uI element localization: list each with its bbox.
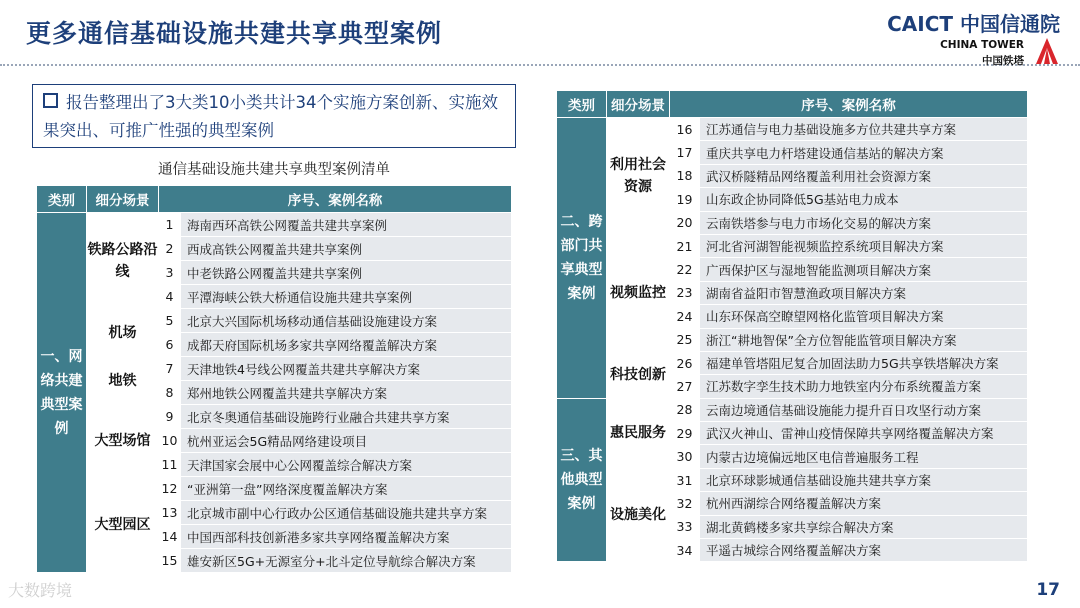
case-name: 江苏通信与电力基础设施多方位共建共享方案: [700, 118, 1028, 141]
case-number: 20: [670, 211, 700, 234]
table-row: [557, 118, 1028, 141]
case-name: 天津地铁4号线公网覆盖共建共享解决方案: [181, 357, 512, 381]
case-name: 平遥古城综合网络覆盖解决方案: [700, 539, 1028, 562]
page-title: 更多通信基础设施共建共享典型案例: [26, 19, 443, 48]
case-name: 成都天府国际机场多家共享网络覆盖解决方案: [181, 333, 512, 357]
case-number: 16: [670, 118, 700, 141]
case-number: 26: [670, 351, 700, 374]
case-number: 34: [670, 539, 700, 562]
case-number: 2: [159, 237, 181, 261]
subcategory-cell: 视频监控: [607, 234, 670, 351]
case-number: 5: [159, 309, 181, 333]
table-header-row: [557, 91, 1028, 118]
case-number: 28: [670, 398, 700, 421]
case-number: 8: [159, 381, 181, 405]
china-tower-logo-en: CHINA TOWER: [940, 39, 1024, 51]
case-name: 云南铁塔参与电力市场化交易的解决方案: [700, 211, 1028, 234]
subcategory-cell: 惠民服务: [607, 398, 670, 468]
case-name: 北京大兴国际机场移动通信基础设施建设方案: [181, 309, 512, 333]
header-subcategory: 细分场景: [607, 91, 670, 118]
table-caption: 通信基础设施共建共享典型案例清单: [158, 162, 390, 178]
header-subcategory: 细分场景: [87, 186, 159, 213]
case-name: 中老铁路公网覆盖共建共享案例: [181, 261, 512, 285]
table-row: [557, 234, 1028, 257]
case-name: 湖南省益阳市智慧渔政项目解决方案: [700, 281, 1028, 304]
case-name: 福建单管塔阻尼复合加固法助力5G共享铁塔解决方案: [700, 351, 1028, 374]
case-name: 杭州亚运会5G精品网络建设项目: [181, 429, 512, 453]
case-name: 西成高铁公网覆盖共建共享案例: [181, 237, 512, 261]
case-name: 北京环球影城通信基础设施共建共享方案: [700, 468, 1028, 491]
case-number: 30: [670, 445, 700, 468]
subcategory-cell: 设施美化: [607, 468, 670, 562]
table-row: [37, 357, 512, 381]
table-row: [557, 351, 1028, 374]
case-name: 天津国家会展中心公网覆盖综合解决方案: [181, 453, 512, 477]
case-number: 13: [159, 501, 181, 525]
case-number: 10: [159, 429, 181, 453]
case-name: 北京冬奥通信基础设施跨行业融合共建共享方案: [181, 405, 512, 429]
china-tower-logo-cn: 中国铁塔: [982, 55, 1024, 67]
case-name: 北京城市副中心行政办公区通信基础设施共建共享方案: [181, 501, 512, 525]
header-item: 序号、案例名称: [159, 186, 512, 213]
summary-text: 报告整理出了3大类10小类共计34个实施方案创新、实施效果突出、可推广性强的典型案例: [43, 93, 498, 140]
subcategory-cell: 利用社会资源: [607, 118, 670, 235]
case-number: 31: [670, 468, 700, 491]
case-number: 19: [670, 188, 700, 211]
table-row: [37, 309, 512, 333]
case-number: 11: [159, 453, 181, 477]
case-name: 武汉火神山、雷神山疫情保障共享网络覆盖解决方案: [700, 422, 1028, 445]
case-number: 14: [159, 525, 181, 549]
case-name: 内蒙古边境偏远地区电信普遍服务工程: [700, 445, 1028, 468]
logo-area: [866, 4, 1066, 68]
case-name: 山东环保高空瞭望网格化监管项目解决方案: [700, 305, 1028, 328]
category-cell: 三、其他典型案例: [557, 398, 607, 562]
case-name: 杭州西湖综合网络覆盖解决方案: [700, 492, 1028, 515]
case-number: 18: [670, 164, 700, 187]
case-name: “亚洲第一盘”网络深度覆盖解决方案: [181, 477, 512, 501]
page-number: 17: [1036, 580, 1060, 600]
subcategory-cell: 铁路公路沿线: [87, 213, 159, 309]
case-number: 33: [670, 515, 700, 538]
case-number: 12: [159, 477, 181, 501]
header-category: 类别: [37, 186, 87, 213]
case-number: 4: [159, 285, 181, 309]
case-name: 江苏数字孪生技术助力地铁室内分布系统覆盖方案: [700, 375, 1028, 398]
case-number: 27: [670, 375, 700, 398]
case-number: 1: [159, 213, 181, 237]
case-name: 郑州地铁公网覆盖共建共享解决方案: [181, 381, 512, 405]
table-row: [37, 405, 512, 429]
case-name: 平潭海峡公铁大桥通信设施共建共享案例: [181, 285, 512, 309]
header-item: 序号、案例名称: [670, 91, 1028, 118]
case-number: 29: [670, 422, 700, 445]
case-number: 9: [159, 405, 181, 429]
subcategory-cell: 地铁: [87, 357, 159, 405]
case-number: 24: [670, 305, 700, 328]
table-row: [37, 477, 512, 501]
case-number: 6: [159, 333, 181, 357]
summary-note: [32, 84, 516, 148]
table-row: [557, 468, 1028, 491]
case-name: 重庆共享电力杆塔建设通信基站的解决方案: [700, 141, 1028, 164]
case-table-right: [556, 90, 1028, 562]
case-number: 22: [670, 258, 700, 281]
case-name: 广西保护区与湿地智能监测项目解决方案: [700, 258, 1028, 281]
case-name: 海南西环高铁公网覆盖共建共享案例: [181, 213, 512, 237]
category-cell: 一、网络共建典型案例: [37, 213, 87, 573]
case-name: 武汉桥隧精品网络覆盖利用社会资源方案: [700, 164, 1028, 187]
case-name: 山东政企协同降低5G基站电力成本: [700, 188, 1028, 211]
table-row: [557, 398, 1028, 421]
case-name: 雄安新区5G+无源室分+北斗定位导航综合解决方案: [181, 549, 512, 573]
case-name: 中国西部科技创新港多家共享网络覆盖解决方案: [181, 525, 512, 549]
case-table-left: [36, 185, 512, 573]
case-name: 湖北黄鹤楼多家共享综合解决方案: [700, 515, 1028, 538]
case-number: 7: [159, 357, 181, 381]
case-number: 3: [159, 261, 181, 285]
square-bullet-icon: [43, 93, 58, 108]
case-number: 15: [159, 549, 181, 573]
case-number: 23: [670, 281, 700, 304]
china-tower-mark-icon: [1032, 36, 1062, 66]
table-row: [37, 213, 512, 237]
case-number: 21: [670, 234, 700, 257]
case-name: 云南边境通信基础设施能力提升百日攻坚行动方案: [700, 398, 1028, 421]
watermark-logo: 大数跨境: [8, 581, 73, 600]
subcategory-cell: 机场: [87, 309, 159, 357]
category-cell: 二、跨部门共享典型案例: [557, 118, 607, 399]
table-header-row: [37, 186, 512, 213]
case-name: 河北省河湖智能视频监控系统项目解决方案: [700, 234, 1028, 257]
subcategory-cell: 科技创新: [607, 351, 670, 398]
case-number: 32: [670, 492, 700, 515]
case-number: 25: [670, 328, 700, 351]
header-category: 类别: [557, 91, 607, 118]
subcategory-cell: 大型场馆: [87, 405, 159, 477]
caict-logo: CAICT 中国信通院: [887, 12, 1060, 36]
case-number: 17: [670, 141, 700, 164]
case-name: 浙江“耕地智保”全方位智能监管项目解决方案: [700, 328, 1028, 351]
subcategory-cell: 大型园区: [87, 477, 159, 573]
